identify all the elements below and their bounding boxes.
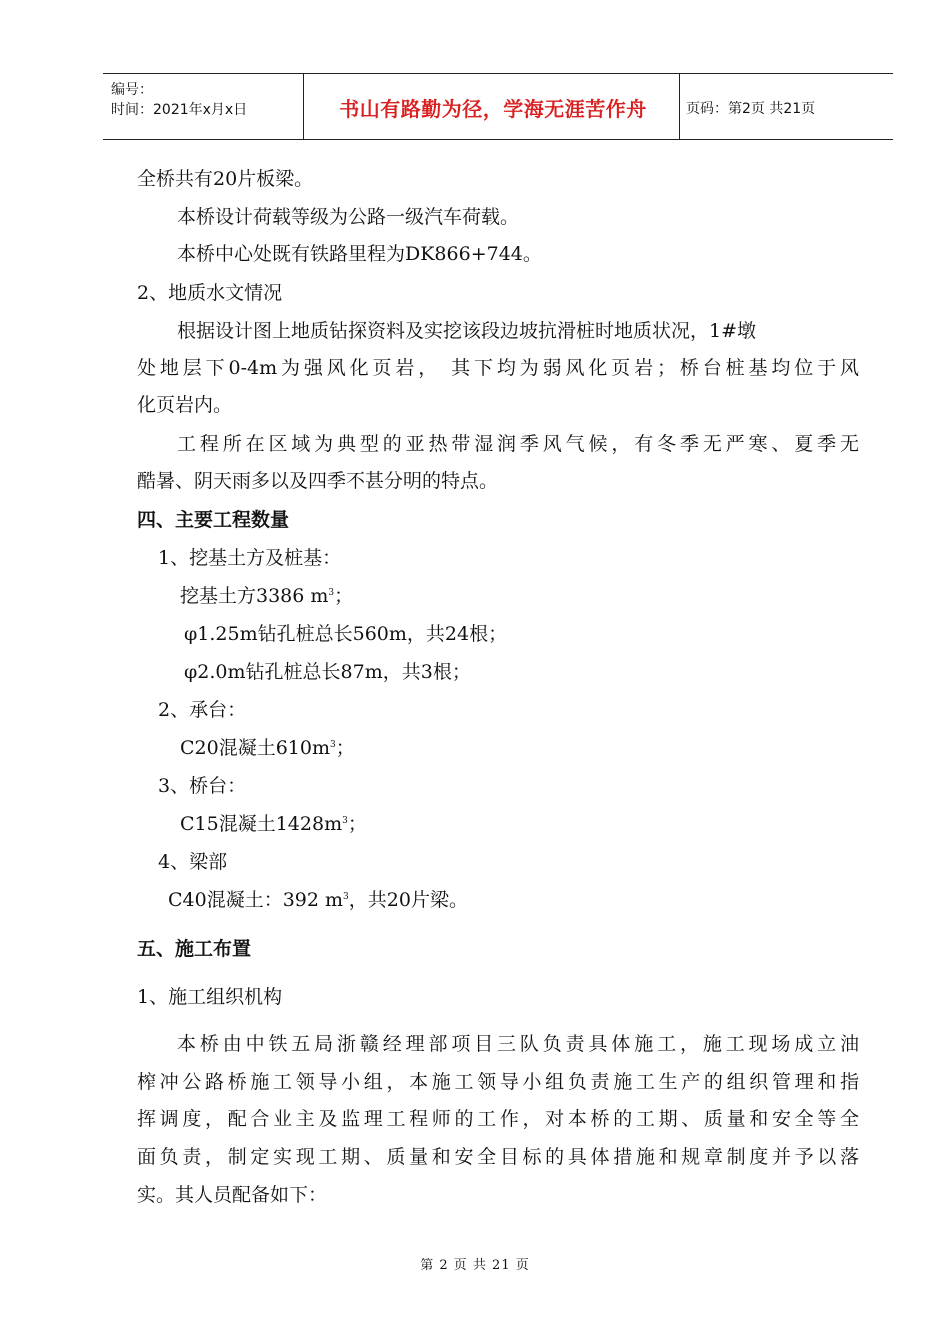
section-subheading: 2、地质水文情况	[137, 282, 283, 304]
list-item: 2、承台：	[158, 699, 247, 721]
paragraph-line: 实。其人员配备如下：	[137, 1184, 328, 1206]
list-item: C20混凝土$610m^3$；	[180, 737, 355, 759]
page-footer: 第 2 页 共 21 页	[420, 1258, 530, 1273]
page-header	[103, 73, 893, 140]
paragraph-line: 处地层下0-4m为强风化页岩， 其下均为弱风化页岩；桥台桩基均位于风	[137, 357, 859, 379]
list-item: φ2.0m钻孔桩总长87m，共3根；	[184, 661, 471, 683]
header-divider	[679, 74, 680, 139]
header-meta	[111, 80, 247, 120]
list-item: C40混凝土：392 $m^3$，共20片梁。	[168, 889, 468, 911]
list-item: 挖基土方3386 $m^3$；	[180, 585, 354, 607]
list-item: C15混凝土$1428m^3$；	[180, 813, 367, 835]
paragraph-line: 本桥中心处既有铁路里程为DK866+744。	[177, 243, 542, 265]
section-subheading: 1、施工组织机构	[137, 986, 283, 1008]
paragraph-line: 化页岩内。	[137, 394, 233, 416]
document-time-label: 时间：2021年x月x日	[111, 102, 248, 118]
paragraph-line: 全桥共有20片板梁。	[137, 168, 314, 190]
section-heading: 四、主要工程数量	[137, 509, 290, 531]
header-divider	[303, 74, 304, 139]
document-number-label: 编号：	[111, 82, 153, 98]
paragraph-line: 工程所在区域为典型的亚热带湿润季风气候，有冬季无严寒、夏季无	[177, 433, 859, 455]
header-page-number: 页码：第2页 共21页	[686, 100, 816, 117]
paragraph-line: 本桥由中铁五局浙赣经理部项目三队负责具体施工，施工现场成立油	[177, 1033, 859, 1055]
paragraph-line: 挥调度，配合业主及监理工程师的工作，对本桥的工期、质量和安全等全	[137, 1108, 859, 1130]
list-item: 4、梁部	[158, 851, 228, 873]
list-item: φ1.25m钻孔桩总长560m，共24根；	[184, 623, 508, 645]
header-motto: 书山有路勤为径，学海无涯苦作舟	[339, 97, 647, 121]
paragraph-line: 榨冲公路桥施工领导小组，本施工领导小组负责施工生产的组织管理和指	[137, 1071, 859, 1093]
paragraph-line: 酷暑、阴天雨多以及四季不甚分明的特点。	[137, 470, 499, 492]
section-heading: 五、施工布置	[137, 938, 252, 960]
list-item: 3、桥台：	[158, 775, 247, 797]
paragraph-line: 根据设计图上地质钻探资料及实挖该段边坡抗滑桩时地质状况，1#墩	[177, 320, 757, 342]
list-item: 1、挖基土方及桩基：	[158, 547, 342, 569]
paragraph-line: 本桥设计荷载等级为公路一级汽车荷载。	[177, 206, 520, 228]
paragraph-line: 面负责，制定实现工期、质量和安全目标的具体措施和规章制度并予以落	[137, 1146, 859, 1168]
